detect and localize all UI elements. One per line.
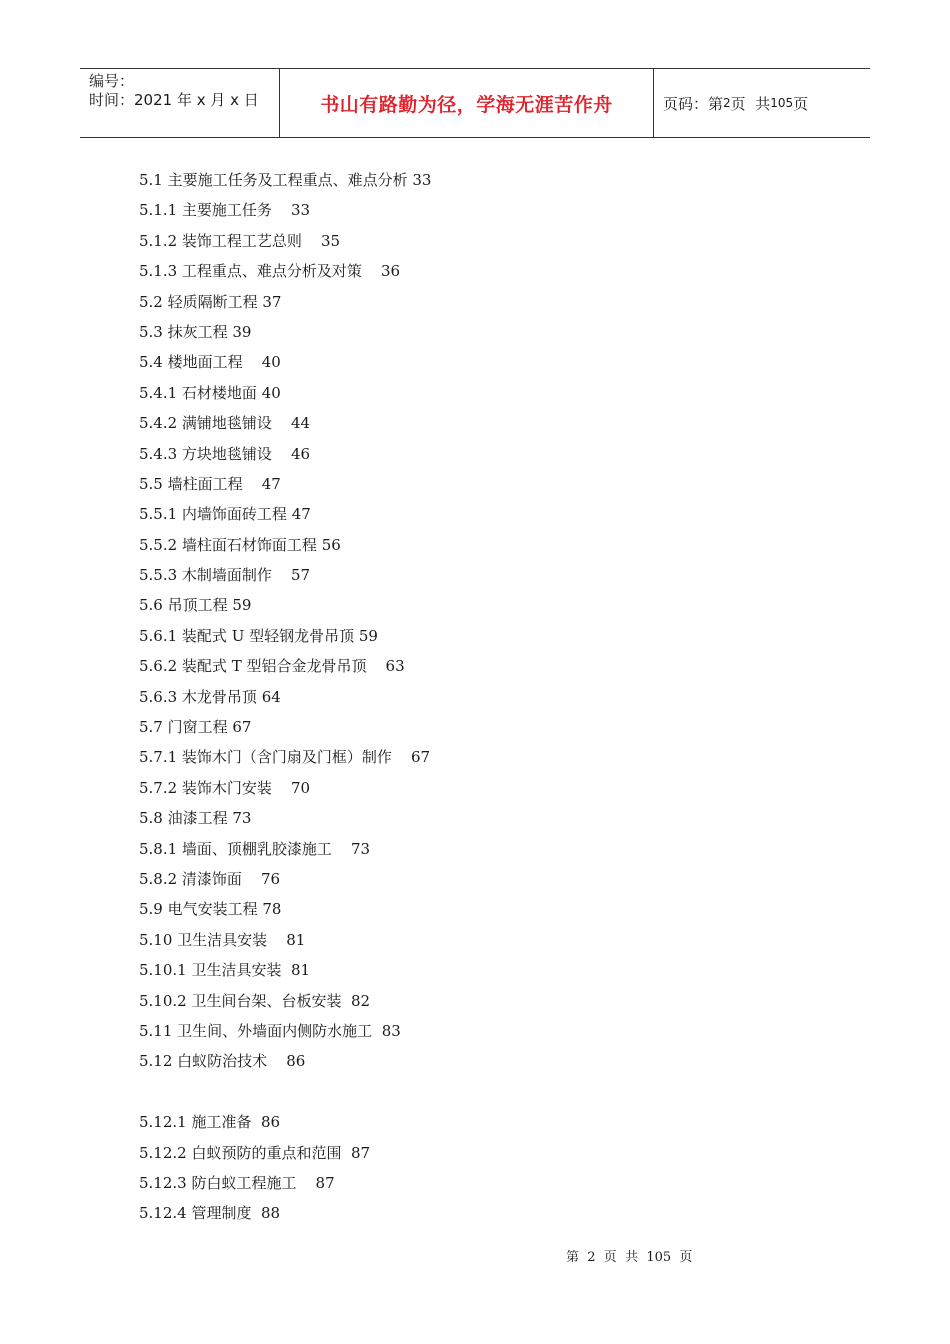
toc-entry: 5.6.1 装配式 U 型轻钢龙骨吊顶 59	[139, 626, 378, 645]
toc-entry: 5.5.2 墙柱面石材饰面工程 56	[139, 535, 341, 554]
toc-entry: 5.4.2 满铺地毯铺设 44	[139, 414, 311, 433]
toc-entry: 5.10.2 卫生间台架、台板安装 82	[139, 991, 371, 1010]
page-header	[80, 68, 870, 138]
toc-entry: 5.6 吊顶工程 59	[139, 596, 252, 615]
toc-entry: 5.6.3 木龙骨吊顶 64	[139, 687, 281, 706]
toc-entry: 5.7.2 装饰木门安装 70	[139, 778, 311, 797]
toc-entry: 5.6.2 装配式 T 型铝合金龙骨吊顶 63	[139, 657, 405, 676]
toc-entry: 5.10 卫生洁具安装 81	[139, 930, 306, 949]
toc-entry: 5.12.1 施工准备 86	[139, 1113, 281, 1132]
toc-entry: 5.1.1 主要施工任务 33	[139, 201, 311, 220]
toc-entry: 5.5.1 内墙饰面砖工程 47	[139, 505, 311, 524]
toc-entry: 5.5 墙柱面工程 47	[139, 474, 281, 493]
page-mid: 页 共	[730, 94, 771, 113]
header-meta	[80, 69, 280, 137]
toc-entry: 5.7 门窗工程 67	[139, 718, 252, 737]
toc-entry: 5.8 油漆工程 73	[139, 809, 252, 828]
page-total: 105	[770, 96, 794, 110]
serial-label: 编号：	[89, 72, 135, 90]
toc-entry: 5.11 卫生间、外墙面内侧防水施工 83	[139, 1021, 401, 1040]
time-label: 时间：2021 年 x 月 x 日	[89, 91, 259, 109]
toc-entry: 5.12.2 白蚁预防的重点和范围 87	[139, 1143, 371, 1162]
toc-entry: 5.12.3 防白蚁工程施工 87	[139, 1173, 335, 1192]
header-motto: 书山有路勤为径，学海无涯苦作舟	[280, 69, 654, 137]
toc-entry: 5.2 轻质隔断工程 37	[139, 292, 282, 311]
toc-entry: 5.1 主要施工任务及工程重点、难点分析 33	[139, 171, 432, 189]
page-end: 页	[793, 94, 809, 113]
toc-entry: 5.1.2 装饰工程工艺总则 35	[139, 231, 341, 250]
toc-entry: 5.9 电气安装工程 78	[139, 900, 282, 919]
toc-entry: 5.8.1 墙面、顶棚乳胶漆施工 73	[139, 839, 371, 858]
page-label: 页码：第	[663, 94, 724, 113]
toc-entry: 5.4 楼地面工程 40	[139, 353, 281, 372]
page-current: 2	[723, 96, 731, 110]
page-footer: 第 2 页 共 105 页	[566, 1250, 693, 1265]
toc-entry: 5.12 白蚁防治技术 86	[139, 1052, 306, 1071]
toc-entry: 5.10.1 卫生洁具安装 81	[139, 961, 311, 980]
toc-entry: 5.8.2 清漆饰面 76	[139, 869, 281, 888]
toc-entry: 5.4.1 石材楼地面 40	[139, 383, 281, 402]
toc-entry: 5.4.3 方块地毯铺设 46	[139, 444, 311, 463]
toc-entry: 5.12.4 管理制度 88	[139, 1204, 281, 1223]
table-of-contents	[139, 165, 431, 1229]
toc-entry: 5.1.3 工程重点、难点分析及对策 36	[139, 262, 401, 281]
toc-entry: 5.5.3 木制墙面制作 57	[139, 566, 311, 585]
toc-entry: 5.3 抹灰工程 39	[139, 322, 252, 341]
toc-entry: 5.7.1 装饰木门（含门扇及门框）制作 67	[139, 748, 431, 767]
header-page-info	[654, 69, 870, 137]
